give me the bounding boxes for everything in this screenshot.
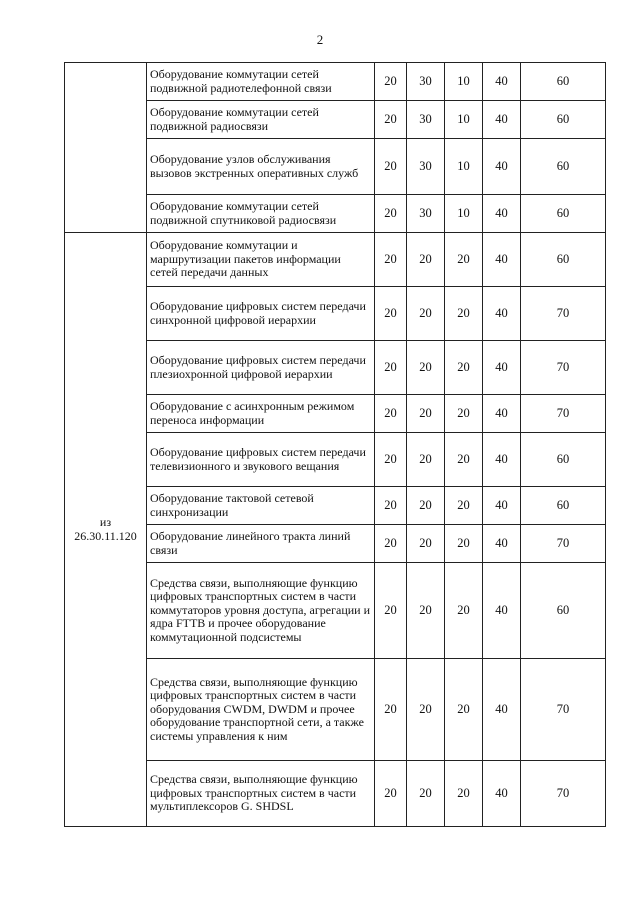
value-cell-5: 70 — [521, 395, 606, 433]
value-cell-4: 40 — [483, 195, 521, 233]
value-cell-2: 20 — [407, 433, 445, 487]
value-cell-5: 70 — [521, 287, 606, 341]
equipment-table — [64, 62, 606, 827]
value-cell-3: 20 — [445, 395, 483, 433]
table-row — [65, 563, 606, 659]
value-cell-4: 40 — [483, 525, 521, 563]
table-row — [65, 195, 606, 233]
value-cell-4: 40 — [483, 563, 521, 659]
value-cell-5: 60 — [521, 233, 606, 287]
value-cell-3: 20 — [445, 563, 483, 659]
value-cell-5: 60 — [521, 487, 606, 525]
value-cell-1: 20 — [375, 101, 407, 139]
value-cell-5: 60 — [521, 139, 606, 195]
value-cell-5: 60 — [521, 63, 606, 101]
equipment-name-cell: Средства связи, выполняющие функцию цифровых транспортных систем в части оборудования CWDM, DWDM и прочее оборудование транспортной сети, а также системы управления к ним — [147, 659, 375, 761]
equipment-name-cell: Оборудование коммутации и маршрутизации пакетов информации сетей передачи данных — [147, 233, 375, 287]
equipment-name-cell: Средства связи, выполняющие функцию цифровых транспортных систем в части коммутаторов уровня доступа, агрегации и ядра FTTB и прочее оборудование коммутационной подсистемы — [147, 563, 375, 659]
value-cell-4: 40 — [483, 233, 521, 287]
value-cell-3: 20 — [445, 525, 483, 563]
table-row — [65, 233, 606, 287]
value-cell-4: 40 — [483, 63, 521, 101]
value-cell-4: 40 — [483, 659, 521, 761]
value-cell-5: 70 — [521, 659, 606, 761]
value-cell-3: 20 — [445, 487, 483, 525]
value-cell-3: 20 — [445, 233, 483, 287]
value-cell-2: 30 — [407, 63, 445, 101]
classification-code-line: 26.30.11.120 — [74, 528, 137, 543]
classification-code-cell — [65, 233, 147, 827]
equipment-name-cell: Оборудование линейного тракта линий связи — [147, 525, 375, 563]
table-row — [65, 525, 606, 563]
value-cell-1: 20 — [375, 63, 407, 101]
value-cell-4: 40 — [483, 433, 521, 487]
value-cell-1: 20 — [375, 563, 407, 659]
table-body — [65, 63, 606, 827]
value-cell-2: 20 — [407, 563, 445, 659]
equipment-name-cell: Оборудование коммутации сетей подвижной радиосвязи — [147, 101, 375, 139]
value-cell-3: 10 — [445, 139, 483, 195]
value-cell-2: 20 — [407, 659, 445, 761]
page-number: 2 — [316, 32, 324, 47]
value-cell-3: 20 — [445, 659, 483, 761]
value-cell-1: 20 — [375, 341, 407, 395]
value-cell-3: 10 — [445, 63, 483, 101]
equipment-name-cell: Средства связи, выполняющие функцию цифровых транспортных систем в части мультиплексоров G. SHDSL — [147, 761, 375, 827]
value-cell-4: 40 — [483, 487, 521, 525]
table-row — [65, 287, 606, 341]
value-cell-5: 70 — [521, 341, 606, 395]
value-cell-1: 20 — [375, 761, 407, 827]
table-row — [65, 433, 606, 487]
value-cell-1: 20 — [375, 139, 407, 195]
table-row — [65, 395, 606, 433]
table-row — [65, 139, 606, 195]
value-cell-4: 40 — [483, 341, 521, 395]
value-cell-5: 70 — [521, 525, 606, 563]
value-cell-5: 60 — [521, 195, 606, 233]
value-cell-2: 30 — [407, 139, 445, 195]
value-cell-3: 20 — [445, 287, 483, 341]
table-row — [65, 487, 606, 525]
value-cell-3: 20 — [445, 761, 483, 827]
classification-code-line: из — [99, 515, 112, 529]
value-cell-5: 60 — [521, 563, 606, 659]
table-row — [65, 63, 606, 101]
value-cell-1: 20 — [375, 233, 407, 287]
value-cell-1: 20 — [375, 395, 407, 433]
value-cell-2: 30 — [407, 101, 445, 139]
value-cell-4: 40 — [483, 287, 521, 341]
value-cell-1: 20 — [375, 195, 407, 233]
table-row — [65, 761, 606, 827]
value-cell-2: 20 — [407, 487, 445, 525]
value-cell-2: 20 — [407, 233, 445, 287]
value-cell-3: 10 — [445, 101, 483, 139]
equipment-name-cell: Оборудование цифровых систем передачи телевизионного и звукового вещания — [147, 433, 375, 487]
value-cell-1: 20 — [375, 659, 407, 761]
equipment-name-cell: Оборудование цифровых систем передачи плезиохронной цифровой иерархии — [147, 341, 375, 395]
value-cell-1: 20 — [375, 525, 407, 563]
equipment-name-cell: Оборудование коммутации сетей подвижной радиотелефонной связи — [147, 63, 375, 101]
value-cell-2: 30 — [407, 195, 445, 233]
value-cell-5: 60 — [521, 433, 606, 487]
table-row — [65, 341, 606, 395]
equipment-name-cell: Оборудование цифровых систем передачи синхронной цифровой иерархии — [147, 287, 375, 341]
value-cell-1: 20 — [375, 433, 407, 487]
table-row — [65, 659, 606, 761]
value-cell-2: 20 — [407, 761, 445, 827]
value-cell-2: 20 — [407, 287, 445, 341]
equipment-name-cell: Оборудование узлов обслуживания вызовов экстренных оперативных служб — [147, 139, 375, 195]
value-cell-4: 40 — [483, 101, 521, 139]
value-cell-4: 40 — [483, 395, 521, 433]
value-cell-2: 20 — [407, 395, 445, 433]
value-cell-3: 20 — [445, 341, 483, 395]
value-cell-1: 20 — [375, 287, 407, 341]
value-cell-2: 20 — [407, 341, 445, 395]
value-cell-3: 10 — [445, 195, 483, 233]
equipment-name-cell: Оборудование тактовой сетевой синхронизации — [147, 487, 375, 525]
value-cell-1: 20 — [375, 487, 407, 525]
classification-code-cell — [65, 63, 147, 233]
equipment-name-cell: Оборудование коммутации сетей подвижной спутниковой радиосвязи — [147, 195, 375, 233]
value-cell-3: 20 — [445, 433, 483, 487]
value-cell-5: 70 — [521, 761, 606, 827]
value-cell-4: 40 — [483, 761, 521, 827]
value-cell-4: 40 — [483, 139, 521, 195]
value-cell-5: 60 — [521, 101, 606, 139]
table-row — [65, 101, 606, 139]
equipment-name-cell: Оборудование с асинхронным режимом переноса информации — [147, 395, 375, 433]
value-cell-2: 20 — [407, 525, 445, 563]
